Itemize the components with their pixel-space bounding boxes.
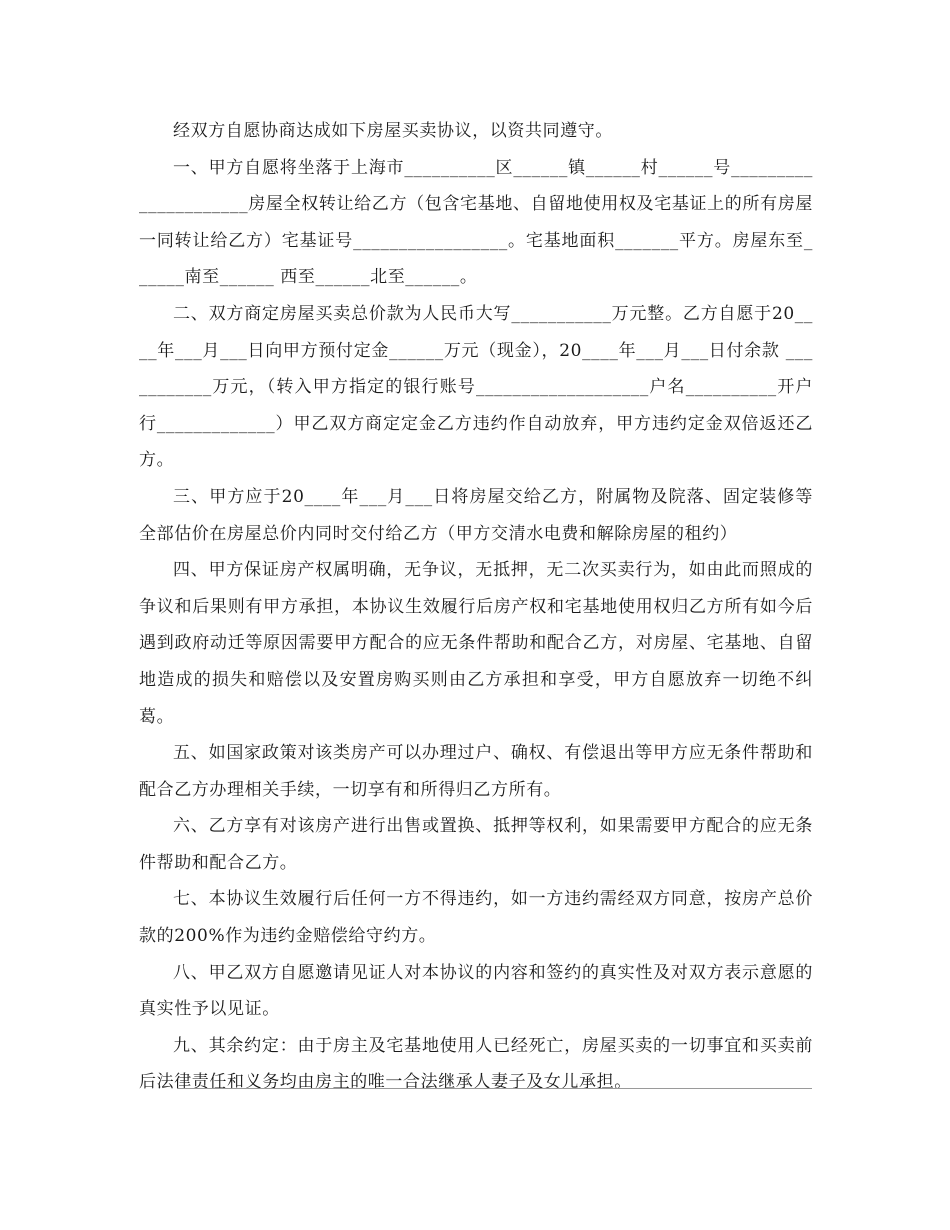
intro-paragraph: 经双方自愿协商达成如下房屋买卖协议，以资共同遵守。 — [173, 121, 613, 141]
clause-7: 七、本协议生效履行后任何一方不得违约，如一方违约需经双方同意，按房产总价款的200%作为违约金赔偿给守约方。 — [139, 889, 813, 947]
clause-8: 八、甲乙双方自愿邀请见证人对本协议的内容和签约的真实性及对双方表示意愿的真实性予以见证。 — [139, 962, 813, 1020]
clause-2: 二、双方商定房屋买卖总价款为人民币大写___________万元整。乙方自愿于20____年___月___日向甲方预付定金______万元（现金），20____年___月___日付余款 ___________万元，（转入甲方指定的银行账号___________________户名__________开户行_____________）甲乙双方商定定金乙方违约作自动放弃，甲方违约定金双倍返还乙方。 — [139, 303, 813, 471]
agreement-body — [139, 113, 813, 1101]
clause-5: 五、如国家政策对该类房产可以办理过户、确权、有偿退出等甲方应无条件帮助和配合乙方办理相关手续，一切享有和所得归乙方所有。 — [139, 743, 813, 800]
footer-divider — [178, 1088, 812, 1089]
clause-1: 一、甲方自愿将坐落于上海市__________区______镇______村______号_____________________房屋全权转让给乙方（包含宅基地、自留地使用权及宅基证上的所有房屋一同转让给乙方）宅基证号_________________。宅基地面积_______平方。房屋东至______南至______ 西至______北至______。 — [139, 157, 813, 288]
clause-4: 四、甲方保证房产权属明确，无争议，无抵押，无二次买卖行为，如由此而照成的争议和后果则有甲方承担，本协议生效履行后房产权和宅基地使用权归乙方所有如今后遇到政府动迁等原因需要甲方配合的应无条件帮助和配合乙方，对房屋、宅基地、自留地造成的损失和赔偿以及安置房购买则由乙方承担和享受，甲方自愿放弃一切绝不纠葛。 — [139, 560, 813, 727]
clause-6: 六、乙方享有对该房产进行出售或置换、抵押等权利，如果需要甲方配合的应无条件帮助和配合乙方。 — [139, 816, 813, 873]
clause-3: 三、甲方应于20____年___月___日将房屋交给乙方，附属物及院落、固定装修等全部估价在房屋总价内同时交付给乙方（甲方交清水电费和解除房屋的租约） — [139, 486, 813, 544]
clause-9: 九、其余约定：由于房主及宅基地使用人已经死亡，房屋买卖的一切事宜和买卖前后法律责任和义务均由房主的唯一合法继承人妻子及女儿承担。 — [139, 1035, 813, 1093]
